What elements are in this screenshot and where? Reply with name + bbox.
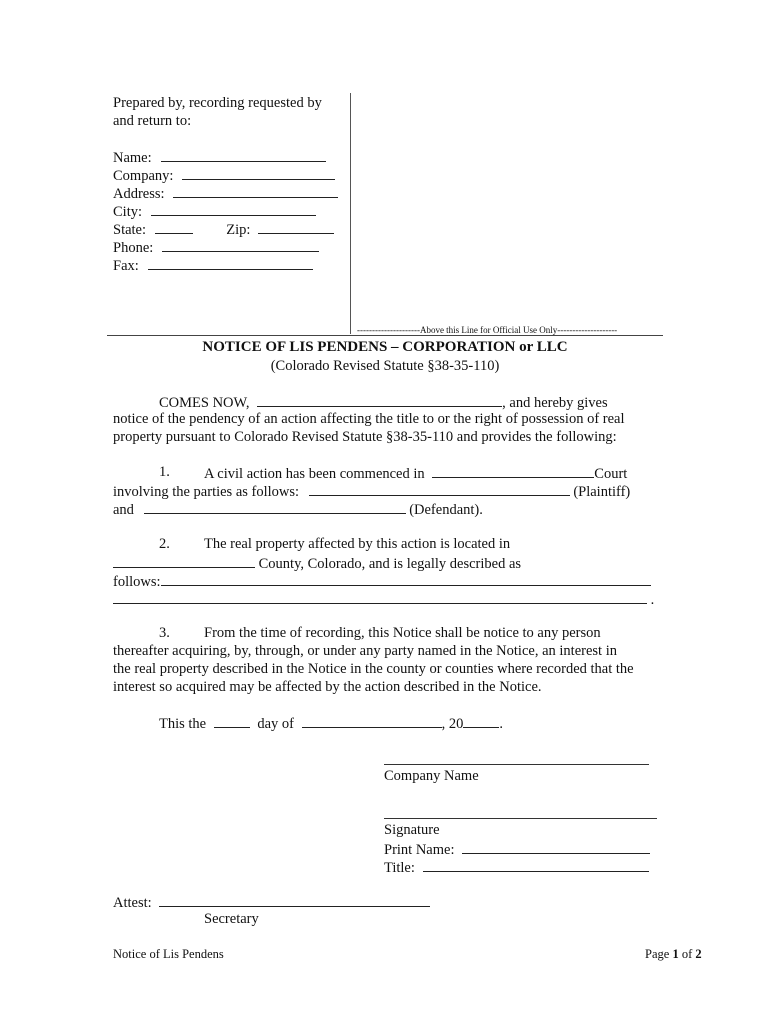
company-field[interactable] (113, 165, 335, 185)
title-label: Title: (384, 860, 415, 876)
attest-label: Attest: (113, 895, 152, 911)
defendant-blank[interactable] (144, 499, 406, 514)
page-current: 1 (672, 947, 679, 961)
item2-text: The real property affected by this action is located in (204, 536, 511, 552)
footer-document-name: Notice of Lis Pendens (113, 947, 224, 961)
name-label: Name: (113, 150, 152, 166)
company-blank[interactable] (182, 165, 335, 180)
county-label: County, Colorado, and is legally described as (258, 556, 522, 572)
company-name-line[interactable] (384, 764, 649, 765)
state-blank[interactable] (155, 219, 193, 234)
item3-line2: thereafter acquiring, by, through, or under any party named in the Notice, an interest in (113, 643, 617, 659)
parties-label: involving the parties as follows: (113, 484, 300, 500)
year-suffix: . (499, 716, 504, 732)
item3-number: 3. (159, 625, 170, 641)
description-period: . (650, 592, 655, 608)
secretary-label: Secretary (204, 911, 259, 927)
address-label: Address: (113, 186, 165, 202)
phone-blank[interactable] (162, 237, 319, 252)
item1-parties-line[interactable] (113, 481, 630, 501)
signature-line[interactable] (384, 818, 657, 819)
header-vertical-divider (350, 93, 351, 334)
plaintiff-blank[interactable] (309, 481, 570, 496)
fax-blank[interactable] (148, 255, 313, 270)
page-of: of (681, 947, 693, 961)
item2-number: 2. (159, 536, 170, 552)
and-label: and (113, 502, 134, 518)
zip-blank[interactable] (258, 219, 334, 234)
county-blank[interactable] (113, 553, 255, 568)
item3-line4: interest so acquired may be affected by the action described in the Notice. (113, 679, 542, 695)
hereby-gives-label: , and hereby gives (502, 395, 608, 411)
defendant-label: (Defendant). (409, 502, 483, 518)
page-total: 2 (695, 947, 702, 961)
page-prefix: Page (645, 947, 670, 961)
day-of-label: day of (257, 716, 295, 732)
name-blank[interactable] (161, 147, 326, 162)
city-field[interactable] (113, 201, 316, 221)
month-blank[interactable] (302, 713, 442, 728)
court-label: Court (594, 466, 628, 482)
prepared-by-line2: and return to: (113, 113, 192, 129)
attest-field[interactable] (113, 892, 430, 912)
prepared-by-line1: Prepared by, recording requested by (113, 95, 322, 111)
official-use-notice: ---------------------Above this Line for Official Use Only-------------------- (357, 325, 618, 335)
header-horizontal-divider (107, 335, 663, 336)
item2-follows-line[interactable] (113, 571, 651, 591)
address-blank[interactable] (173, 183, 338, 198)
state-zip-field[interactable] (113, 219, 334, 239)
item1-defendant-line[interactable] (113, 499, 483, 519)
state-label: State: (113, 222, 147, 238)
name-field[interactable] (113, 147, 326, 167)
title-blank[interactable] (423, 857, 649, 872)
company-label: Company: (113, 168, 174, 184)
item3-line3: the real property described in the Notice in the county or counties where recorded that the (113, 661, 634, 677)
item1-number: 1. (159, 464, 170, 480)
item2-county-line[interactable] (113, 553, 521, 573)
intro-line3: property pursuant to Colorado Revised Statute §38-35-110 and provides the following: (113, 429, 617, 445)
court-blank[interactable] (432, 463, 594, 478)
item1-court-line[interactable] (204, 463, 627, 483)
plaintiff-label: (Plaintiff) (573, 484, 631, 500)
statute-subtitle: (Colorado Revised Statute §38-35-110) (270, 358, 500, 374)
address-field[interactable] (113, 183, 338, 203)
item3-line1: From the time of recording, this Notice shall be notice to any person (204, 625, 601, 641)
city-blank[interactable] (151, 201, 316, 216)
phone-label: Phone: (113, 240, 154, 256)
date-line[interactable] (159, 713, 503, 733)
this-the-label: This the (159, 716, 207, 732)
page-number (645, 945, 702, 963)
item2-description-line2[interactable] (113, 589, 654, 609)
print-name-field[interactable] (384, 839, 650, 859)
year-blank[interactable] (463, 713, 499, 728)
day-blank[interactable] (214, 713, 250, 728)
document-title: NOTICE OF LIS PENDENS – CORPORATION or LLC (202, 339, 568, 355)
company-name-label: Company Name (384, 768, 479, 784)
fax-label: Fax: (113, 258, 139, 274)
comes-now-line[interactable] (159, 392, 608, 412)
print-name-blank[interactable] (462, 839, 650, 854)
legal-description-blank-2[interactable] (113, 589, 647, 604)
signature-label: Signature (384, 822, 440, 838)
comes-now-label: COMES NOW, (159, 395, 250, 411)
print-name-label: Print Name: (384, 842, 455, 858)
follows-label: follows: (113, 574, 161, 590)
zip-label: Zip: (226, 222, 251, 238)
intro-line2: notice of the pendency of an action affecting the title to or the right of possession of real (113, 411, 625, 427)
year-prefix: , 20 (441, 716, 464, 732)
party-name-blank[interactable] (257, 392, 502, 407)
legal-description-blank-1[interactable] (161, 571, 651, 586)
phone-field[interactable] (113, 237, 319, 257)
title-field[interactable] (384, 857, 649, 877)
city-label: City: (113, 204, 143, 220)
item1-text: A civil action has been commenced in (204, 466, 425, 482)
attest-blank[interactable] (159, 892, 430, 907)
fax-field[interactable] (113, 255, 313, 275)
